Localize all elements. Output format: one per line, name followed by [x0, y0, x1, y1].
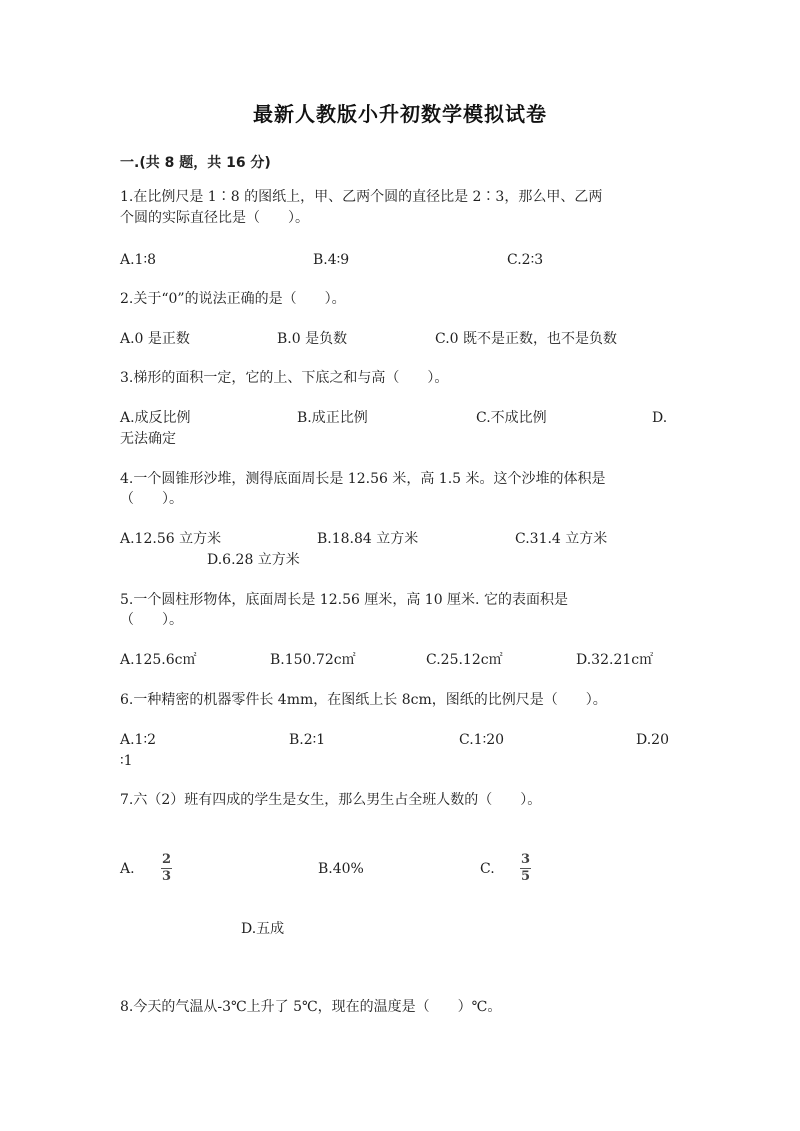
question-6-option-a: A.1∶2: [120, 732, 157, 748]
question-1-option-c: C.2∶3: [507, 252, 544, 268]
question-8-line-1: 8.今天的气温从-3℃上升了 5℃，现在的温度是（ ）℃。: [120, 999, 502, 1015]
question-2-option-b: B.0 是负数: [277, 331, 348, 347]
question-4-line-2: （ ）。: [120, 491, 183, 507]
question-4-option-a: A.12.56 立方米: [120, 531, 222, 547]
question-1-option-b: B.4∶9: [313, 252, 350, 268]
fraction-numerator: 2: [161, 852, 172, 867]
question-3-option-d-text: 无法确定: [120, 431, 176, 447]
question-6-option-b: B.2∶1: [289, 732, 326, 748]
question-6-option-c: C.1∶20: [459, 732, 505, 748]
question-7-option-a-fraction: [161, 853, 172, 884]
section-heading: 一.(共 8 题，共 16 分): [120, 155, 271, 171]
question-5-option-c: C.25.12c㎡: [426, 652, 503, 668]
question-7-option-c-fraction: [520, 853, 531, 884]
question-3-option-b: B.成正比例: [297, 410, 368, 426]
question-7-option-b: B.40%: [318, 861, 364, 877]
fraction-denominator: 5: [520, 869, 531, 884]
question-7-option-c: C.: [480, 861, 495, 877]
question-1-option-a: A.1∶8: [120, 252, 157, 268]
question-4-option-b: B.18.84 立方米: [317, 531, 419, 547]
question-4-option-c: C.31.4 立方米: [515, 531, 608, 547]
question-3-option-d: D.: [652, 410, 668, 426]
question-2-line-1: 2.关于“0”的说法正确的是（ ）。: [120, 291, 346, 307]
question-2-option-c: C.0 既不是正数，也不是负数: [435, 331, 618, 347]
question-6-option-d-rest: ∶1: [120, 753, 133, 769]
question-6-line-1: 6.一种精密的机器零件长 4mm，在图纸上长 8cm，图纸的比例尺是（ ）。: [120, 692, 607, 708]
question-2-option-a: A.0 是正数: [120, 331, 190, 347]
question-4-option-d: D.6.28 立方米: [207, 552, 300, 568]
question-1-line-2: 个圆的实际直径比是（ ）。: [120, 210, 309, 226]
question-3-line-1: 3.梯形的面积一定，它的上、下底之和与高（ ）。: [120, 370, 449, 386]
question-5-option-b: B.150.72c㎡: [270, 652, 356, 668]
question-6-option-d: D.20: [636, 732, 669, 748]
question-5-line-1: 5.一个圆柱形物体，底面周长是 12.56 厘米，高 10 厘米. 它的表面积是: [120, 592, 568, 608]
fraction-denominator: 3: [161, 869, 172, 884]
question-5-option-d: D.32.21c㎡: [576, 652, 654, 668]
question-1-line-1: 1.在比例尺是 1∶8 的图纸上，甲、乙两个圆的直径比是 2∶3，那么甲、乙两: [120, 189, 603, 205]
question-3-option-c: C.不成比例: [476, 410, 547, 426]
question-7-option-d: D.五成: [241, 921, 285, 937]
question-4-line-1: 4.一个圆锥形沙堆，测得底面周长是 12.56 米，高 1.5 米。这个沙堆的体积是: [120, 471, 606, 487]
question-7-line-1: 7.六（2）班有四成的学生是女生，那么男生占全班人数的（ ）。: [120, 792, 542, 808]
question-7-option-a: A.: [120, 861, 135, 877]
question-5-option-a: A.125.6c㎡: [120, 652, 197, 668]
page-title: 最新人教版小升初数学模拟试卷: [253, 102, 547, 126]
question-5-line-2: （ ）。: [120, 612, 183, 628]
question-3-option-a: A.成反比例: [120, 410, 191, 426]
fraction-numerator: 3: [520, 852, 531, 867]
